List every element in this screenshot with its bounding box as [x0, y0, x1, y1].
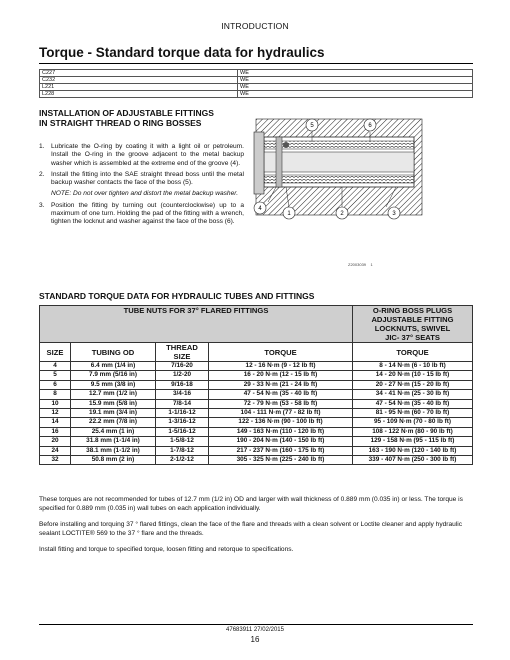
table-row: [40, 399, 473, 408]
cell-torque: 149 - 163 N·m (110 - 120 lb ft): [209, 427, 353, 436]
step-number: 3.: [39, 201, 45, 209]
table-row: [40, 409, 473, 418]
model-cell: C232: [40, 77, 238, 84]
cell-size: 5: [40, 371, 71, 380]
table-row: [40, 437, 473, 446]
callout-5: 5: [310, 123, 314, 129]
table-row: [40, 446, 473, 455]
cell-torque: 190 - 204 N·m (140 - 150 lb ft): [209, 437, 353, 446]
group-header-left: TUBE NUTS FOR 37° FLARED FITTINGS: [40, 306, 353, 343]
code-cell: WE: [238, 91, 473, 98]
code-cell: WE: [238, 77, 473, 84]
cell-tubing-od: 50.8 mm (2 in): [71, 456, 156, 465]
cell-thread: 1-5/8-12: [156, 437, 209, 446]
col-thread-line2: SIZE: [173, 352, 191, 361]
cell-torque-right: 20 - 27 N·m (15 - 20 lb ft): [353, 380, 473, 389]
cell-size: 8: [40, 390, 71, 399]
group-right-line: JIC- 37° SEATS: [385, 333, 440, 342]
cell-size: 6: [40, 380, 71, 389]
group-right-line: LOCKNUTS, SWIVEL: [374, 324, 451, 333]
table-row: [40, 456, 473, 465]
cell-thread: 3/4-16: [156, 390, 209, 399]
locknut: [254, 132, 264, 194]
table-row: [40, 362, 473, 371]
step-number: 1.: [39, 143, 45, 150]
cell-torque-right: 8 - 14 N·m (6 - 10 lb ft): [353, 362, 473, 371]
figure-number: 1: [370, 262, 373, 267]
code-cell: WE: [238, 84, 473, 91]
callout-2: 2: [340, 211, 344, 217]
footer-rule: [39, 624, 473, 625]
model-row: [40, 70, 473, 77]
installation-steps: [39, 143, 244, 230]
cell-size: 32: [40, 456, 71, 465]
cell-size: 4: [40, 362, 71, 371]
cell-torque-right: 339 - 407 N·m (250 - 300 lb ft): [353, 456, 473, 465]
col-thread: [156, 343, 209, 362]
torque-heading: STANDARD TORQUE DATA FOR HYDRAULIC TUBES AND FITTINGS: [39, 291, 315, 301]
step-item: [39, 171, 244, 199]
cell-thread: 7/8-14: [156, 399, 209, 408]
table-row: [40, 380, 473, 389]
backup-washer: [276, 137, 282, 187]
fitting-core: [264, 152, 414, 172]
cell-torque-right: 163 - 190 N·m (120 - 140 lb ft): [353, 446, 473, 455]
cell-tubing-od: 6.4 mm (1/4 in): [71, 362, 156, 371]
footer-doc-id: 47683911 27/02/2015: [226, 627, 284, 633]
model-row: [40, 77, 473, 84]
cell-size: 20: [40, 437, 71, 446]
installation-heading: [39, 108, 214, 128]
cell-tubing-od: 22.2 mm (7/8 in): [71, 418, 156, 427]
step-text: Install the fitting into the SAE straight thread boss until the metal backup washer contacts the face of the boss (5).: [51, 170, 244, 187]
cell-torque: 29 - 33 N·m (21 - 24 lb ft): [209, 380, 353, 389]
col-tubing-od: TUBING OD: [71, 343, 156, 362]
model-row: [40, 84, 473, 91]
table-row: [40, 371, 473, 380]
fitting-illustration: [246, 107, 431, 257]
cell-torque: 47 - 54 N·m (35 - 40 lb ft): [209, 390, 353, 399]
callout-6: 6: [368, 123, 372, 129]
model-cell: C227: [40, 70, 238, 77]
cell-tubing-od: 9.5 mm (3/8 in): [71, 380, 156, 389]
cell-thread: 1/2-20: [156, 371, 209, 380]
cell-thread: 2-1/2-12: [156, 456, 209, 465]
cell-size: 12: [40, 409, 71, 418]
cell-torque: 217 - 237 N·m (160 - 175 lb ft): [209, 446, 353, 455]
cell-torque-right: 34 - 41 N·m (25 - 30 lb ft): [353, 390, 473, 399]
col-torque-right: TORQUE: [353, 343, 473, 362]
cell-size: 16: [40, 427, 71, 436]
col-thread-line1: THREAD: [166, 343, 198, 352]
col-torque: TORQUE: [209, 343, 353, 362]
cell-tubing-od: 15.9 mm (5/8 in): [71, 399, 156, 408]
cell-tubing-od: 19.1 mm (3/4 in): [71, 409, 156, 418]
model-table: [39, 69, 473, 98]
installation-heading-line2: IN STRAIGHT THREAD O RING BOSSES: [39, 118, 202, 128]
cell-size: 14: [40, 418, 71, 427]
callout-1: 1: [287, 211, 291, 217]
cell-size: 10: [40, 399, 71, 408]
page-number: 16: [250, 635, 260, 644]
paragraph-install-fitting: Install fitting and torque to specified torque, loosen fitting and retorque to specifications.: [39, 546, 294, 553]
table-row: [40, 390, 473, 399]
cell-torque: 305 - 325 N·m (225 - 240 lb ft): [209, 456, 353, 465]
step-note: NOTE: Do not over tighten and distort the metal backup washer.: [51, 190, 239, 198]
model-cell: L221: [40, 84, 238, 91]
cell-torque-right: 47 - 54 N·m (35 - 40 lb ft): [353, 399, 473, 408]
group-right-line: O-RING BOSS PLUGS: [372, 306, 453, 315]
cell-thread: 1-3/16-12: [156, 418, 209, 427]
cell-thread: 9/16-18: [156, 380, 209, 389]
cell-tubing-od: 7.9 mm (5/16 in): [71, 371, 156, 380]
group-header-right: [353, 306, 473, 343]
o-ring: [283, 142, 289, 148]
cell-torque: 104 - 111 N·m (77 - 82 lb ft): [209, 409, 353, 418]
cell-size: 24: [40, 446, 71, 455]
cell-torque: 16 - 20 N·m (12 - 15 lb ft): [209, 371, 353, 380]
step-text: Lubricate the O-ring by coating it with a light oil or petroleum. Install the O-ring in the groove adjacent to the metal backup washer which is assembled at the extreme end of the groove (4).: [51, 143, 244, 167]
page-header: INTRODUCTION: [221, 21, 289, 31]
cell-torque-right: 108 - 122 N·m (80 - 90 lb ft): [353, 427, 473, 436]
cell-thread: 1-1/16-12: [156, 409, 209, 418]
cell-torque-right: 129 - 158 N·m (95 - 115 lb ft): [353, 437, 473, 446]
code-cell: WE: [238, 70, 473, 77]
table-row: [40, 418, 473, 427]
step-text: Position the fitting by turning out (counterclockwise) up to a maximum of one turn. Holding the pad of the fitting with a wrench, tighten the locknut and washer against the face of the boss (6).: [51, 201, 244, 226]
cell-torque-right: 81 - 95 N·m (60 - 70 lb ft): [353, 409, 473, 418]
cell-tubing-od: 31.8 mm (1-1/4 in): [71, 437, 156, 446]
paragraph-wall-thickness: These torques are not recommended for tubes of 12.7 mm (1/2 in) OD and larger with wall thickness of 0.889 mm (0.035 in) or less. The torque is specified for 0.889 mm (0.035 in) wall tubes on each application individually.: [39, 496, 463, 512]
cell-thread: 1-5/16-12: [156, 427, 209, 436]
figure-code: [348, 262, 373, 267]
step-item: [39, 143, 244, 168]
torque-column-row: [40, 343, 473, 362]
step-number: 2.: [39, 170, 45, 178]
paragraph-before-installing: Before installing and torquing 37 ° flared fittings, clean the face of the flare and threads with a clean solvent or Loctite cleaner and apply hydraulic sealant LOCTITE® 569 to the 37 ° flare and the threads.: [39, 521, 463, 537]
figure-code-text: Z2003039: [348, 262, 367, 267]
page-title: Torque - Standard torque data for hydraulics: [39, 45, 325, 60]
torque-group-row: [40, 306, 473, 343]
cell-torque-right: 95 - 109 N·m (70 - 80 lb ft): [353, 418, 473, 427]
cell-torque: 122 - 136 N·m (90 - 100 lb ft): [209, 418, 353, 427]
group-right-line: ADJUSTABLE FITTING: [371, 315, 454, 324]
cell-tubing-od: 12.7 mm (1/2 in): [71, 390, 156, 399]
cell-thread: 7/16-20: [156, 362, 209, 371]
col-size: SIZE: [40, 343, 71, 362]
cell-torque-right: 14 - 20 N·m (10 - 15 lb ft): [353, 371, 473, 380]
step-item: [39, 202, 244, 227]
callout-4: 4: [258, 206, 262, 212]
cell-thread: 1-7/8-12: [156, 446, 209, 455]
cell-tubing-od: 25.4 mm (1 in): [71, 427, 156, 436]
model-row: [40, 91, 473, 98]
cell-torque: 72 - 79 N·m (53 - 58 lb ft): [209, 399, 353, 408]
torque-table: [39, 305, 473, 465]
cell-torque: 12 - 16 N·m (9 - 12 lb ft): [209, 362, 353, 371]
thread-lower: [264, 175, 414, 183]
cell-tubing-od: 38.1 mm (1-1/2 in): [71, 446, 156, 455]
callout-3: 3: [392, 211, 396, 217]
installation-heading-line1: INSTALLATION OF ADJUSTABLE FITTINGS: [39, 108, 214, 118]
model-cell: L228: [40, 91, 238, 98]
title-rule: [39, 63, 473, 64]
table-row: [40, 427, 473, 436]
